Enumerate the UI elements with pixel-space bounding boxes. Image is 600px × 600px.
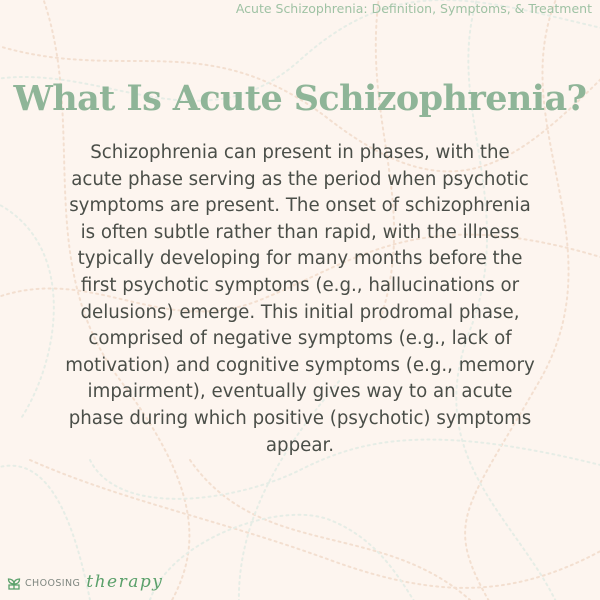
paragraph-line: phase during which positive (psychotic) symptoms bbox=[68, 407, 532, 429]
leaf-sprout-icon bbox=[7, 577, 21, 590]
brand-word-therapy: therapy bbox=[86, 572, 164, 592]
paragraph-line: first psychotic symptoms (e.g., hallucinations or bbox=[80, 274, 520, 296]
paragraph-line: motivation) and cognitive symptoms (e.g., memory bbox=[65, 354, 535, 376]
paragraph-line: is often subtle rather than rapid, with the illness bbox=[80, 221, 520, 243]
paragraph-line: typically developing for many months before the bbox=[77, 248, 523, 270]
paragraph-line: Schizophrenia can present in phases, with the bbox=[90, 142, 510, 163]
brand-logo bbox=[7, 572, 164, 592]
paragraph-line: impairment), eventually gives way to an acute bbox=[87, 381, 513, 403]
page-title: What Is Acute Schizophrenia? bbox=[13, 78, 587, 119]
paragraph-line: comprised of negative symptoms (e.g., lack of bbox=[88, 328, 512, 350]
paragraph-line: delusions) emerge. This initial prodromal phase, bbox=[80, 301, 520, 323]
paragraph-line: acute phase serving as the period when psychotic bbox=[71, 168, 529, 190]
paragraph-line: symptoms are present. The onset of schizophrenia bbox=[69, 195, 531, 217]
brand-word-choosing: CHOOSING bbox=[25, 578, 81, 589]
header-caption: Acute Schizophrenia: Definition, Symptoms, & Treatment bbox=[235, 1, 592, 16]
body-paragraph bbox=[50, 140, 550, 459]
paragraph-line: appear. bbox=[265, 434, 335, 456]
